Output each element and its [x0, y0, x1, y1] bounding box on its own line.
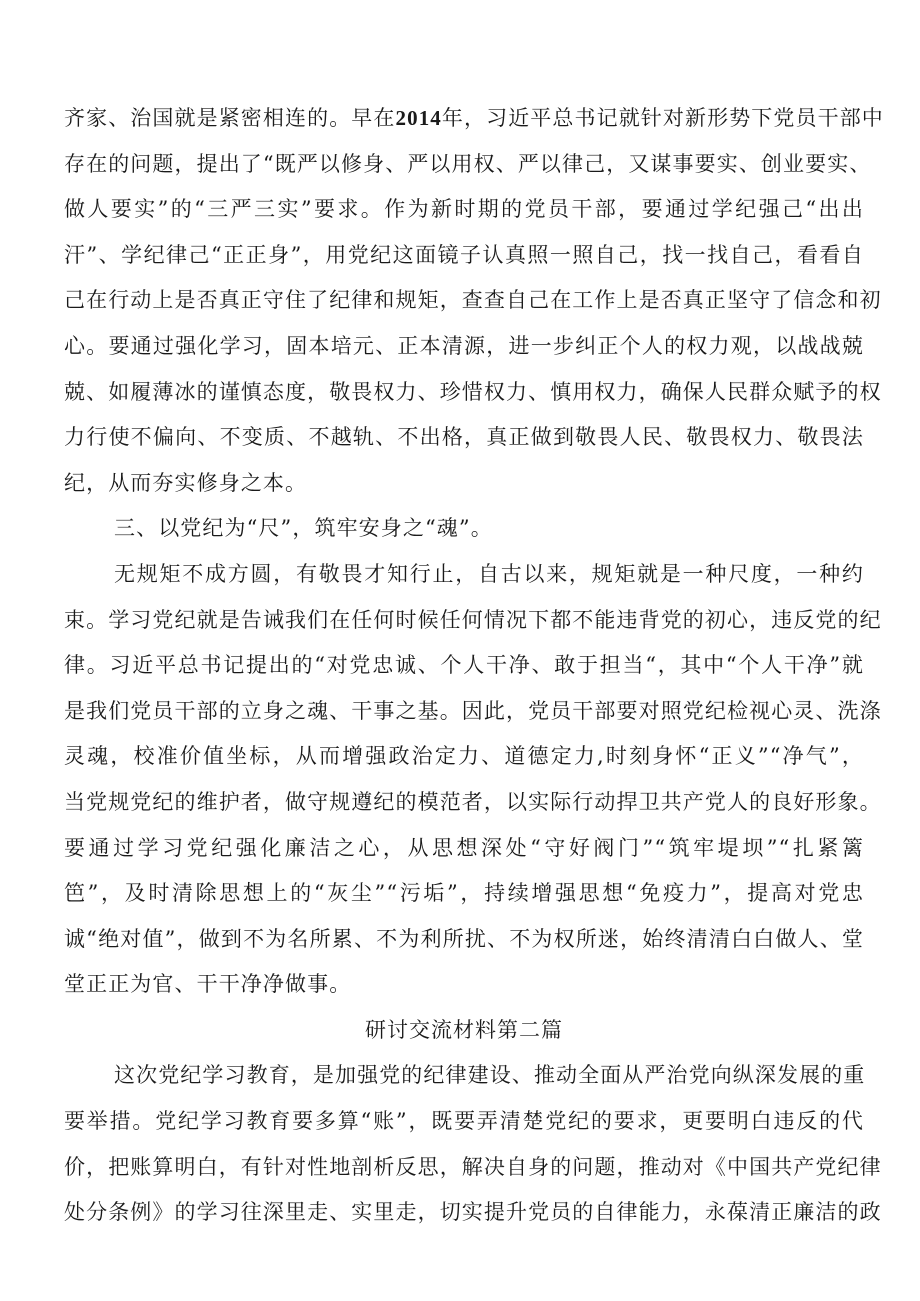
section-heading: 三、以党纪为“尺”，筑牢安身之“魂”。: [114, 516, 493, 541]
paragraph-line: 当党规党纪的维护者，做守规遵纪的模范者，以实际行动捍卫共产党人的良好形象。: [64, 789, 882, 814]
paragraph-line: 束。学习党纪就是告诫我们在任何时候任何情况下都不能违背党的初心，违反党的纪: [64, 607, 882, 632]
paragraph-line: 存在的问题，提出了“既严以修身、严以用权、严以律己，又谋事要实、创业要实、: [64, 151, 872, 176]
paragraph-line: 诚“绝对值”，做到不为名所累、不为利所扰、不为权所迷，始终清清白白做人、堂: [64, 926, 864, 951]
paragraph-line: 做人要实”的“三严三实”要求。作为新时期的党员干部，要通过学纪强己“出出: [64, 197, 864, 222]
paragraph-line: 要通过学习党纪强化廉洁之心，从思想深处“守好阀门”“筑牢堤坝”“扎紧篱: [64, 835, 864, 860]
paragraph-line: 心。要通过强化学习，固本培元、正本清源，进一步纠正个人的权力观，以战战兢: [64, 333, 864, 358]
document-page: [64, 96, 884, 1236]
paragraph-line: 兢、如履薄冰的谨慎态度，敬畏权力、珍惜权力、慎用权力，确保人民群众赋予的权: [64, 379, 882, 404]
paragraph-line: 这次党纪学习教育，是加强党的纪律建设、推动全面从严治党向纵深发展的重: [114, 1063, 866, 1088]
paragraph-line: 己在行动上是否真正守住了纪律和规矩，查查自己在工作上是否真正坚守了信念和初: [64, 288, 882, 313]
paragraph-line: 灵魂，校准价值坐标，从而增强政治定力、道德定力,时刻身怀“正义”“净气”，: [64, 744, 864, 769]
paragraph-line: 力行使不偏向、不变质、不越轨、不出格，真正做到敬畏人民、敬畏权力、敬畏法: [64, 425, 864, 450]
paragraph-line: 要举措。党纪学习教育要多算“账”，既要弄清楚党纪的要求，更要明白违反的代: [64, 1109, 864, 1134]
paragraph-line: 纪，从而夯实修身之本。: [64, 470, 308, 495]
paragraph-line: 笆”，及时清除思想上的“灰尘”“污垢”，持续增强思想“免疫力”，提高对党忠: [64, 881, 864, 906]
paragraph-line: 无规矩不成方圆，有敬畏才知行止，自古以来，规矩就是一种尺度，一种约: [114, 561, 864, 586]
paragraph-line: 价，把账算明白，有针对性地剖析反思，解决自身的问题，推动对《中国共产党纪律: [64, 1154, 882, 1179]
paragraph-line: 堂正正为官、干干净净做事。: [64, 972, 352, 997]
document-title: 研讨交流材料第二篇: [365, 1017, 563, 1042]
paragraph-line: 律。习近平总书记提出的“对党忠诚、个人干净、敢于担当“，其中“个人干净”就: [64, 653, 864, 678]
paragraph-line: 是我们党员干部的立身之魂、干事之基。因此，党员干部要对照党纪检视心灵、洗涤: [64, 698, 882, 723]
paragraph-line: 齐家、治国就是紧密相连的。早在2014年，习近平总书记就针对新形势下党员干部中: [64, 106, 884, 130]
paragraph-line: 处分条例》的学习往深里走、实里走，切实提升党员的自律能力，永葆清正廉洁的政: [64, 1200, 882, 1225]
paragraph-line: 汗”、学纪律己“正正身”，用党纪这面镜子认真照一照自己，找一找自己，看看自: [64, 242, 864, 267]
year-number: 2014: [395, 106, 442, 130]
